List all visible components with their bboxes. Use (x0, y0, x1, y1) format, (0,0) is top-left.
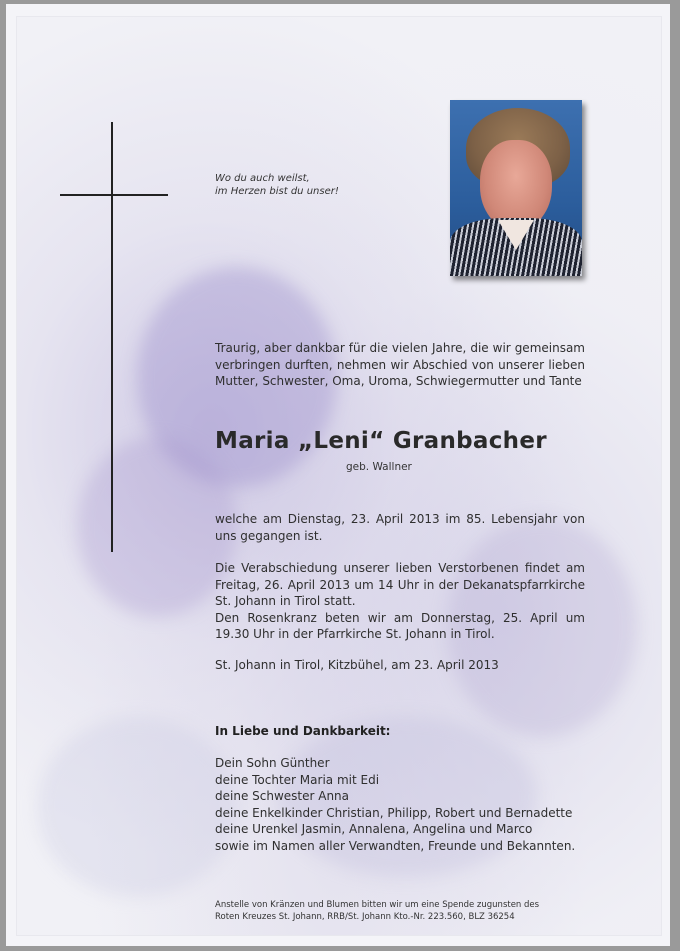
maiden-name: geb. Wallner (346, 461, 412, 473)
memorial-quote (215, 172, 435, 198)
mourner-line: deine Enkelkinder Christian, Philipp, Robert und Bernadette (215, 805, 573, 820)
rosary-text: Den Rosenkranz beten wir am Donnerstag, 25. April um 19.30 Uhr in der Pfarrkirche St. Johann in Tirol. (215, 610, 585, 641)
section-title: In Liebe und Dankbarkeit: (215, 724, 391, 738)
death-notice: welche am Dienstag, 23. April 2013 im 85. Lebensjahr von uns gegangen ist. (215, 512, 585, 543)
mourner-line: Dein Sohn Günther (215, 756, 330, 770)
mourner-line: deine Urenkel Jasmin, Annalena, Angelina und Marco (215, 822, 533, 837)
mourner-line: deine Tochter Maria mit Edi (215, 772, 380, 787)
farewell-text: Die Verabschiedung unserer lieben Verstorbenen findet am Freitag, 26. April 2013 um 14 Uhr in der Dekanatspfarrkirche St. Johann in Tirol statt. (215, 561, 585, 608)
donation-note (215, 899, 555, 923)
mourner-line: sowie im Namen aller Verwandten, Freunde und Bekannten. (215, 838, 576, 853)
mourner-line: deine Schwester Anna (215, 789, 350, 804)
cross-icon-bar (60, 194, 168, 196)
place-date: St. Johann in Tirol, Kitzbühel, am 23. April 2013 (215, 658, 499, 672)
ceremony-info (215, 560, 585, 643)
mourners-list (215, 755, 595, 855)
footnote-line: Anstelle von Kränzen und Blumen bitten wir um eine Spende zugunsten des (215, 900, 540, 910)
portrait-photo (450, 100, 582, 276)
quote-line: im Herzen bist du unser! (215, 186, 339, 197)
quote-line: Wo du auch weilst, (215, 173, 310, 184)
intro-text: Traurig, aber dankbar für die vielen Jahre, die wir gemeinsam verbringen durften, nehmen wir Abschied von unserer lieben Mutter, Schwester, Oma, Uroma, Schwiegermutter und Tante (215, 341, 585, 388)
deceased-name: Maria „Leni“ Granbacher (215, 428, 547, 454)
footnote-line: Roten Kreuzes St. Johann, RRB/St. Johann Kto.-Nr. 223.560, BLZ 36254 (215, 912, 515, 922)
cross-icon (111, 122, 113, 552)
obituary-card (6, 4, 670, 946)
